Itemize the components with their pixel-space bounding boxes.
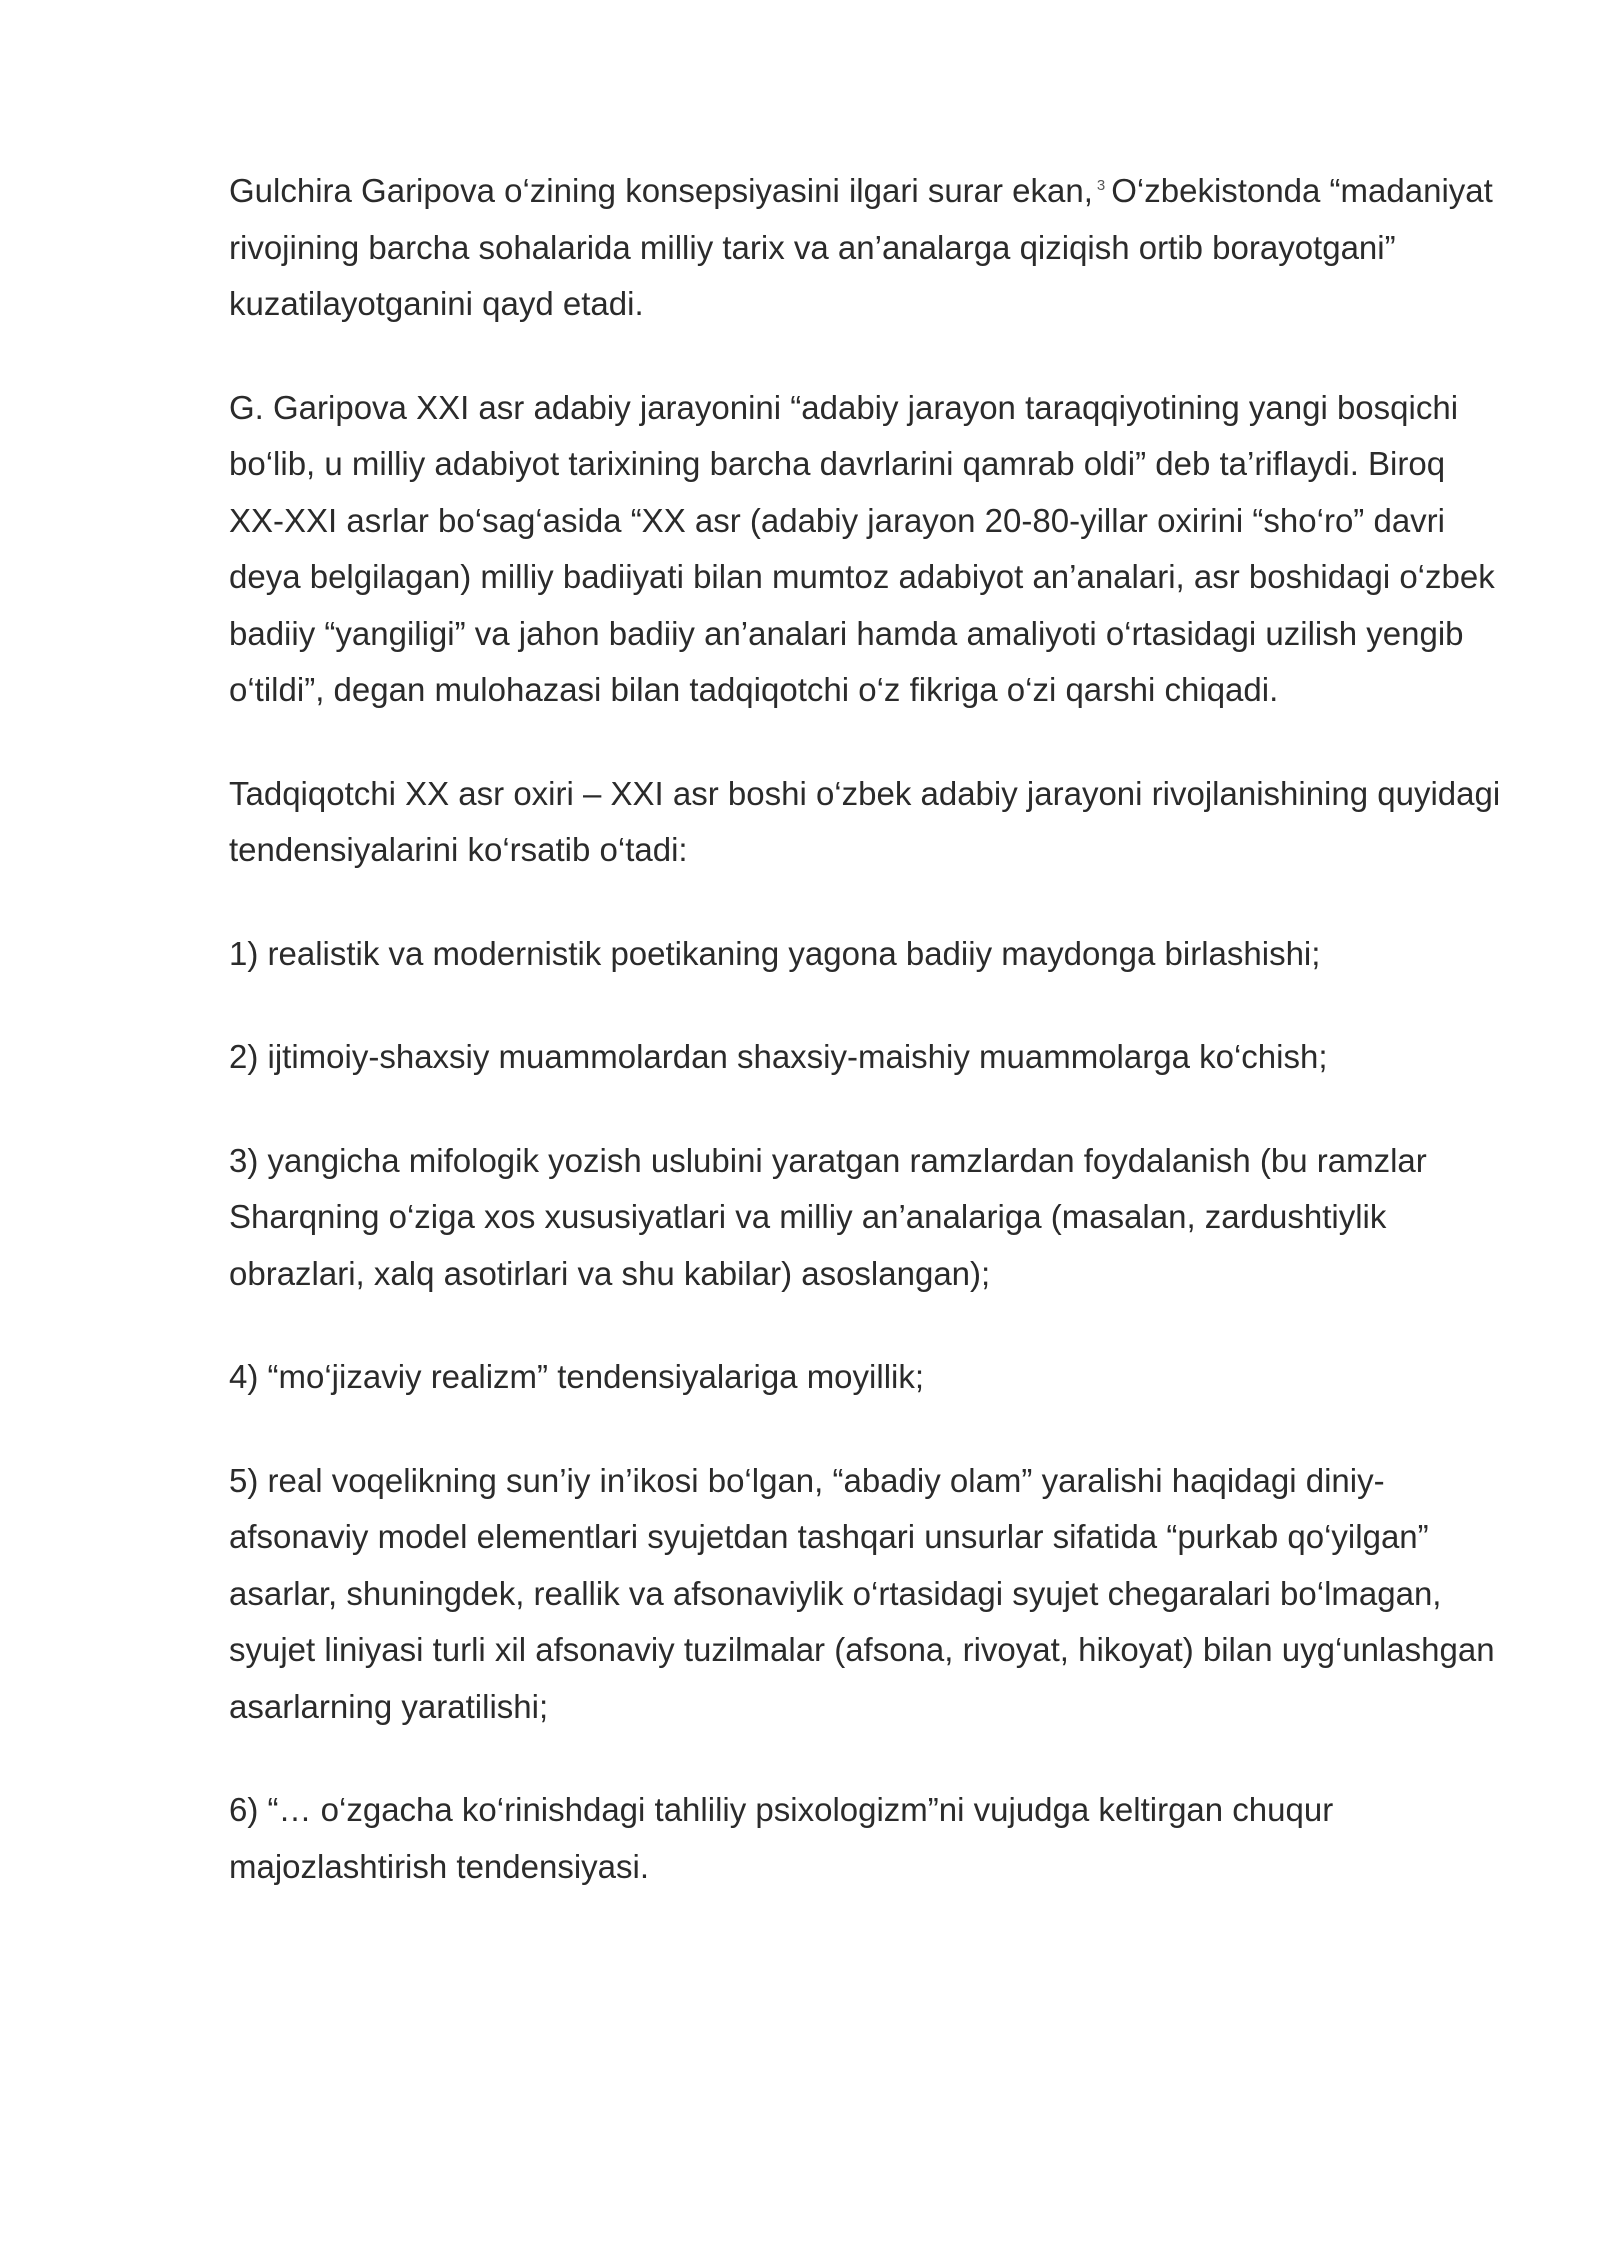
paragraph-tendencies-intro: Tadqiqotchi XX asr oxiri – XXI asr boshi o‘zbek adabiy jarayoni rivojlanishining quyidagi tendensiyalarini ko‘rsatib o‘tadi: (229, 774, 1501, 868)
paragraph-text: O‘zbekistonda “madaniyat rivojining barcha sohalarida milliy tarix va an’analarga qiziqish ortib borayotgani” kuzatilayotganini qayd etadi. (229, 172, 1493, 322)
footnote-reference[interactable]: 3 (1096, 177, 1106, 194)
paragraph-definition: G. Garipova XXI asr adabiy jarayonini “adabiy jarayon taraqqiyotining yangi bosqichi bo‘lib, u milliy adabiyot tarixining barcha davrlarini qamrab oldi” deb ta’riflaydi. Biroq XX-XXI asrlar bo‘sag‘asida “XX asr (adabiy jarayon 20-80-yillar oxirini “sho‘ro” davri deya belgilagan) milliy badiiyati bilan mumtoz adabiyot an’analari, asr boshidagi o‘zbek badiiy “yangiligi” va jahon badiiy an’analari hamda amaliyoti o‘rtasidagi uzilish yengib o‘tildi”, degan mulohazasi bilan tadqiqotchi o‘z fikriga o‘zi qarshi chiqadi. (229, 388, 1495, 708)
list-item-1: 1) realistik va modernistik poetikaning yagona badiiy maydonga birlashishi; (229, 934, 1321, 972)
paragraph-text: Gulchira Garipova o‘zining konsepsiyasini ilgari surar ekan, (229, 172, 1093, 209)
document-page (229, 163, 1509, 1942)
list-item-6: 6) “… o‘zgacha ko‘rinishdagi tahliliy psixologizm”ni vujudga keltirgan chuqur majozlashtirish tendensiyasi. (229, 1791, 1334, 1885)
paragraph-intro (229, 163, 1509, 333)
list-item-2: 2) ijtimoiy-shaxsiy muammolardan shaxsiy-maishiy muammolarga ko‘chish; (229, 1038, 1328, 1075)
list-item-5: 5) real voqelikning sun’iy in’ikosi bo‘lgan, “abadiy olam” yaralishi haqidagi diniy-afsonaviy model elementlari syujetdan tashqari unsurlar sifatida “purkab qo‘yilgan” asarlar, shuningdek, reallik va afsonaviylik o‘rtasidagi syujet chegaralari bo‘lmagan, syujet liniyasi turli xil afsonaviy tuzilmalar (afsona, rivoyat, hikoyat) bilan uyg‘unlashgan asarlarning yaratilishi; (229, 1461, 1495, 1725)
list-item-3: 3) yangicha mifologik yozish uslubini yaratgan ramzlardan foydalanish (bu ramzlar Sharqning o‘ziga xos xususiyatlari va milliy an’analariga (masalan, zardushtiylik obrazlari, xalq asotirlari va shu kabilar) asoslangan); (229, 1141, 1427, 1292)
list-item-4: 4) “mo‘jizaviy realizm” tendensiyalariga moyillik; (229, 1358, 925, 1395)
